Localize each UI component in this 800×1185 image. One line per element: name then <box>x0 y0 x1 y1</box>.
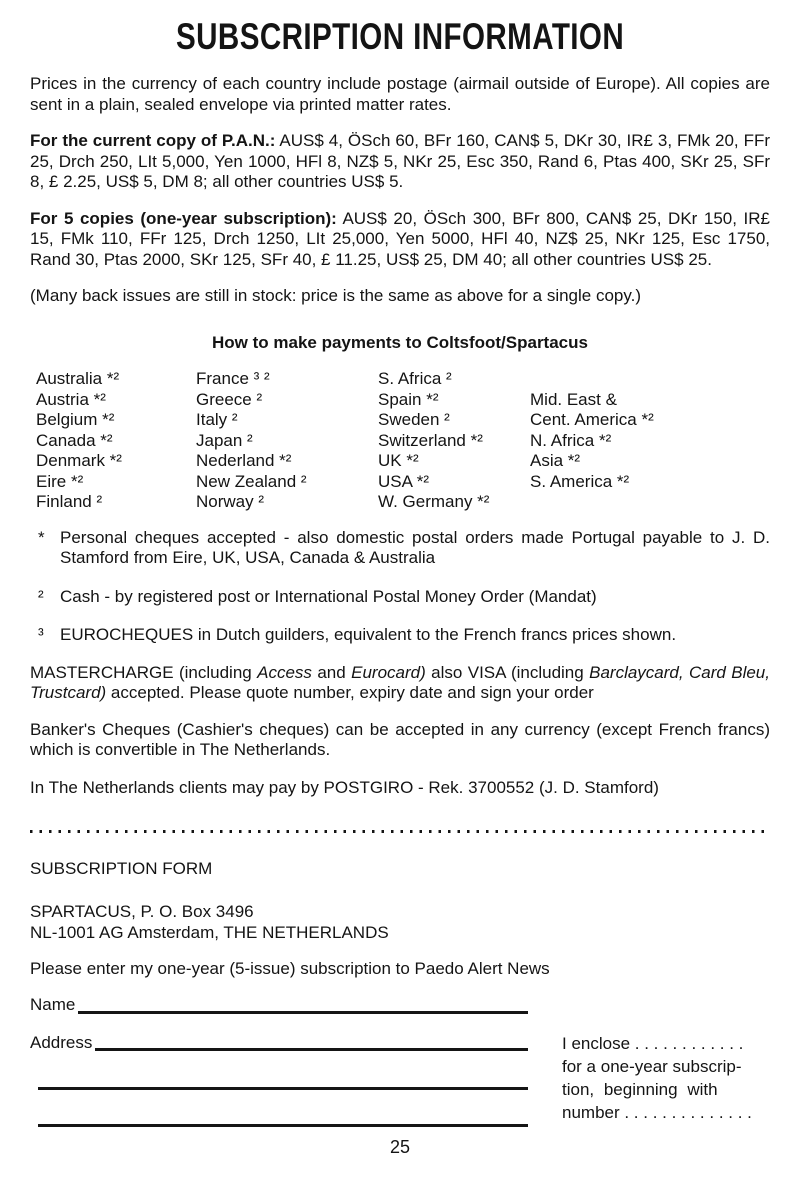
single-copy-price-paragraph <box>30 131 770 193</box>
country-cell: Norway ² <box>196 492 265 511</box>
name-label: Name <box>30 995 76 1014</box>
country-cell: W. Germany *² <box>378 492 490 511</box>
enclose-line: tion, beginning with <box>562 1080 718 1099</box>
name-row <box>30 995 528 1016</box>
subscription-request-line: Please enter my one-year (5-issue) subscription to Paedo Alert News <box>30 958 550 978</box>
enclose-line: I enclose . . . . . . . . . . . . <box>562 1034 744 1053</box>
country-cell: Sweden ² <box>378 410 450 429</box>
footnote-personal-cheques <box>30 528 770 569</box>
country-table <box>36 369 770 513</box>
publisher-address-line1: SPARTACUS, P. O. Box 3496 <box>30 901 254 921</box>
payments-heading: How to make payments to Coltsfoot/Spartacus <box>212 332 588 352</box>
postgiro-paragraph: In The Netherlands clients may pay by POSTGIRO - Rek. 3700552 (J. D. Stamford) <box>30 777 659 797</box>
form-heading: SUBSCRIPTION FORM <box>30 859 213 878</box>
page-title: SUBSCRIPTION INFORMATION <box>175 16 625 57</box>
country-cell: S. America *² <box>530 471 630 491</box>
address-fill-line-2 <box>38 1087 528 1090</box>
country-cell: France ³ ² <box>196 369 270 388</box>
form-fields <box>30 995 528 1127</box>
intro-paragraph: Prices in the currency of each country include postage (airmail outside of Europe). All copies are sent in a plain, sealed envelope via printed matter rates. <box>30 74 770 114</box>
country-cell: Finland ² <box>36 492 103 511</box>
enclose-line: number . . . . . . . . . . . . . . <box>562 1103 752 1122</box>
dotted-divider <box>30 830 770 833</box>
address-row <box>30 1033 528 1054</box>
country-cell: Denmark *² <box>36 451 122 470</box>
enclose-line: for a one-year subscrip- <box>562 1057 742 1076</box>
country-cell: Mid. East & <box>530 389 617 409</box>
page-number: 25 <box>389 1137 411 1157</box>
country-cell: Austria *² <box>36 389 106 409</box>
country-cell: Italy ² <box>196 410 238 429</box>
country-cell: USA *² <box>378 471 430 491</box>
country-cell: Cent. America *² <box>530 410 654 429</box>
name-fill-line <box>78 1011 528 1014</box>
footnote-text: Personal cheques accepted - also domestic postal orders made Portugal payable to J. D. Stamford from Eire, UK, USA, Canada & Australia <box>60 527 770 567</box>
country-cell: Switzerland *² <box>378 430 483 450</box>
country-column-4 <box>530 369 770 513</box>
card-payment-paragraph: MASTERCHARGE (including Access and Eurocard) also VISA (including Barclaycard, Card Bleu, Trustcard) accepted. Please quote number, expiry date and sign your order <box>30 662 770 702</box>
subscription-price-text: AUS$ 20, ÖSch 300, BFr 800, CAN$ 25, DKr 150, IR£ 15, FMk 110, FFr 125, Drch 1250, LIt 25,000, Yen 5000, HFl 40, NZ$ 25, NKr 125, Esc 1750, Rand 30, Ptas 2000, SKr 125, SFr 40, £ 11.25, US$ 25, DM 40; all other countries US$ 25. <box>30 208 770 269</box>
address-label: Address <box>30 1032 93 1052</box>
enclose-note <box>562 995 770 1127</box>
country-cell: Japan ² <box>196 430 253 450</box>
footnote-cash <box>30 587 770 608</box>
country-column-2 <box>196 369 378 513</box>
publisher-address <box>30 901 770 944</box>
subscription-form <box>30 995 770 1127</box>
bankers-cheques-paragraph: Banker's Cheques (Cashier's cheques) can be accepted in any currency (except French francs) which is convertible in The Netherlands. <box>30 719 770 759</box>
footnote-text: EUROCHEQUES in Dutch guilders, equivalent to the French francs prices shown. <box>60 625 677 644</box>
country-column-3 <box>378 369 530 513</box>
publisher-address-line2: NL-1001 AG Amsterdam, THE NETHERLANDS <box>30 923 389 942</box>
subscription-price-lead: For 5 copies (one-year subscription): <box>30 208 337 228</box>
country-cell: Canada *² <box>36 430 113 450</box>
address-fill-line-3 <box>38 1124 528 1127</box>
address-fill-line <box>95 1048 528 1051</box>
country-cell: Asia *² <box>530 451 581 470</box>
subscription-price-paragraph <box>30 209 770 271</box>
footnote-marker: * <box>38 527 45 547</box>
country-cell: Eire *² <box>36 471 84 491</box>
country-cell: Belgium *² <box>36 410 115 429</box>
single-copy-price-text: AUS$ 4, ÖSch 60, BFr 160, CAN$ 5, DKr 30, IR£ 3, FMk 20, FFr 25, Drch 250, LIt 5,000, Yen 1000, HFl 8, NZ$ 5, NKr 25, Esc 350, Rand 6, Ptas 400, SKr 25, SFr 8, £ 2.25, US$ 5, DM 8; all other countries US$ 5. <box>30 131 770 191</box>
country-cell: UK *² <box>378 451 419 470</box>
footnote-text: Cash - by registered post or International Postal Money Order (Mandat) <box>60 586 597 606</box>
country-cell: New Zealand ² <box>196 471 307 491</box>
back-issues-note: (Many back issues are still in stock: price is the same as above for a single copy.) <box>30 286 641 305</box>
country-cell: Australia *² <box>36 369 120 388</box>
country-cell: Nederland *² <box>196 451 292 470</box>
single-copy-price-lead: For the current copy of P.A.N.: <box>30 131 276 150</box>
country-cell: Spain *² <box>378 389 439 409</box>
country-cell <box>530 369 770 390</box>
country-cell: Greece ² <box>196 389 263 409</box>
country-cell <box>530 492 770 513</box>
footnote-eurocheques <box>30 625 770 646</box>
country-column-1 <box>36 369 196 513</box>
footnote-marker: ² <box>38 586 44 606</box>
footnote-marker: ³ <box>38 625 44 644</box>
country-cell: N. Africa *² <box>530 430 612 450</box>
country-cell: S. Africa ² <box>378 369 452 388</box>
